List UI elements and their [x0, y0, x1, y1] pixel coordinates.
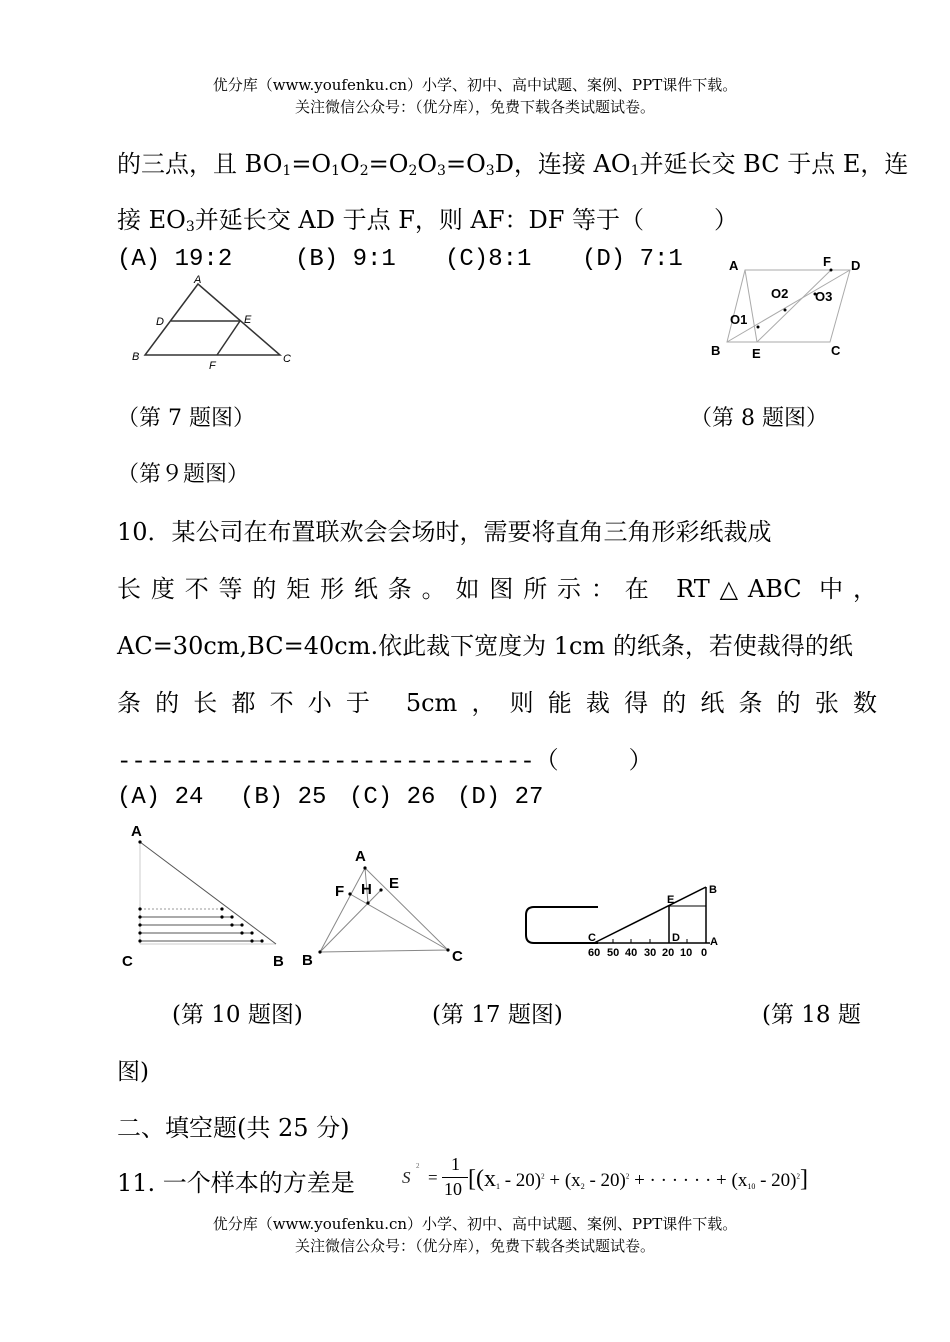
footer-line-2: 关注微信公众号：（优分库），免费下载各类试题试卷。 — [294, 1237, 655, 1255]
fig8-diagonal-bd — [727, 270, 850, 342]
fig8-label-d: D — [851, 258, 861, 273]
fig10-dot — [138, 915, 141, 918]
fig8-label-o2: O2 — [771, 286, 789, 301]
q10-option-a: (A) 24 — [117, 784, 204, 811]
q10-line-1: 10．某公司在布置联欢会会场时，需要将直角三角形彩纸裁成 — [117, 518, 772, 546]
fig18-label-c: C — [588, 932, 596, 944]
fig10-dot — [230, 915, 233, 918]
figure-17 — [298, 840, 478, 970]
fig18-tick-label: 50 — [607, 947, 620, 959]
fig17-caption: (第 17 题图) — [432, 1002, 563, 1028]
fig10-caption: (第 10 题图) — [172, 1002, 303, 1028]
fig18-label-b: B — [709, 884, 717, 896]
q9-option-c: (C)8:1 — [445, 246, 532, 273]
fig17-altitude-be — [320, 890, 381, 952]
q10-line-2: 长度不等的矩形纸条。如图所示：在 RT△ABC 中， — [117, 575, 877, 603]
fig8-label-e: E — [752, 346, 761, 361]
fig8-label-f: F — [823, 254, 831, 269]
formula-s: S — [402, 1168, 411, 1187]
header-line-1: 优分库（www.youfenku.cn）小学、初中、高中试题、案例、PPT课件下载。 — [212, 76, 738, 94]
fig17-point-h — [366, 901, 369, 904]
fig18-hypotenuse — [594, 887, 706, 943]
figure-8 — [705, 252, 875, 367]
fig8-segment-ef — [757, 270, 831, 342]
fig8-segment-ae — [745, 270, 757, 342]
fig18-caption-part1: (第 18 题 — [762, 1002, 861, 1028]
fig18-tick-label: 30 — [644, 947, 657, 959]
footer-line-1: 优分库（www.youfenku.cn）小学、初中、高中试题、案例、PPT课件下载。 — [212, 1215, 738, 1233]
fig17-label-f: F — [335, 883, 345, 900]
q10-option-c: (C) 26 — [349, 784, 436, 811]
formula-square: 2 — [416, 1162, 420, 1170]
formula-numerator: 1 — [451, 1154, 460, 1174]
fig9-caption: （第９题图） — [117, 462, 250, 487]
fig10-dot — [138, 931, 141, 934]
fig18-tick-label: 10 — [680, 947, 693, 959]
fig10-dot — [138, 923, 141, 926]
fig18-tick-label: 0 — [701, 947, 708, 959]
section-2-title: 二、填空题(共 25 分) — [117, 1114, 350, 1142]
fig8-label-a: A — [729, 258, 739, 273]
figure-10 — [118, 820, 298, 970]
fig18-label-a: A — [710, 936, 718, 948]
fig8-point-o1 — [757, 326, 760, 329]
formula-fraction-bar — [442, 1177, 468, 1178]
fig10-dot — [240, 931, 243, 934]
fig8-label-o3: O3 — [815, 289, 833, 304]
fig17-label-b: B — [302, 952, 313, 969]
fig7-label-c: C — [283, 353, 291, 365]
fig10-dot — [220, 915, 223, 918]
figure-7 — [125, 270, 305, 375]
fig17-altitude-cf — [350, 894, 448, 950]
fig10-dot — [138, 939, 141, 942]
figure-18 — [520, 875, 730, 965]
fig10-label-b: B — [273, 953, 284, 970]
fig10-dot — [138, 907, 141, 910]
fig17-label-a: A — [355, 848, 366, 865]
fig10-dot — [250, 931, 253, 934]
fig18-tick-label: 60 — [588, 947, 601, 959]
q10-option-d: (D) 27 — [457, 784, 544, 811]
fig7-label-f: F — [209, 360, 216, 372]
q10-option-b: (B) 25 — [240, 784, 327, 811]
fig7-label-a: A — [194, 274, 202, 286]
header-line-2: 关注微信公众号：（优分库），免费下载各类试题试卷。 — [294, 98, 655, 116]
fig17-point-b — [318, 950, 321, 953]
fig10-dot — [260, 939, 263, 942]
fig7-label-e: E — [244, 314, 252, 326]
formula-terms: [$(x_1 - 20)^2 + (x_2 - 20)^2$ + · · · · · · + $(x_{10} - 20)^2$] — [468, 1166, 808, 1192]
formula-denominator: 10 — [444, 1179, 462, 1199]
fig10-dot — [220, 907, 223, 910]
fig10-hypotenuse — [140, 842, 276, 944]
fig10-dot — [250, 939, 253, 942]
fig7-triangle-abc — [145, 284, 280, 355]
fig17-point-a — [363, 866, 366, 869]
q9-line-1: 的三点，且 $BO_1=O_1O_2=O_2O_3=O_3D$，连接 $AO_1$并延长交 BC 于点 E，连 — [117, 150, 909, 179]
fig8-label-c: C — [831, 343, 841, 358]
q11-text: 11. 一个样本的方差是 — [117, 1169, 355, 1197]
fig10-label-c: C — [122, 953, 133, 970]
fig17-label-e: E — [389, 875, 400, 892]
q11-variance-formula — [402, 1154, 832, 1202]
fig18-caption-part2: 图) — [117, 1059, 149, 1085]
q10-line-3: AC=30cm,BC=40cm.依此裁下宽度为 1cm 的纸条，若使裁得的纸 — [117, 632, 853, 660]
fig7-label-b: B — [132, 351, 140, 363]
fig18-label-d: D — [672, 932, 680, 944]
fig8-label-o1: O1 — [730, 312, 748, 327]
fig8-caption: （第 8 题图） — [690, 406, 828, 431]
q9-option-a: (A) 19:2 — [117, 246, 233, 273]
fig18-tick-label: 40 — [625, 947, 638, 959]
fig7-label-d: D — [156, 316, 164, 328]
fig17-label-h: H — [361, 881, 372, 898]
fig10-dot — [240, 923, 243, 926]
fig18-tick-label: 20 — [662, 947, 675, 959]
q9-line-2: 接 $EO_3$并延长交 AD 于点 F，则 AF：DF 等于（ ） — [117, 206, 738, 235]
q10-line-4: 条的长都不小于 5cm，则能裁得的纸条的张数 — [117, 689, 877, 717]
fig7-caption: （第 7 题图） — [117, 406, 255, 431]
fig7-segment-ef — [217, 321, 240, 355]
fig8-point-o2 — [784, 309, 787, 312]
fig8-label-b: B — [711, 343, 721, 358]
fig10-dot — [230, 923, 233, 926]
q9-option-b: (B) 9:1 — [295, 246, 396, 273]
fig17-point-f — [348, 892, 351, 895]
q9-option-d: (D) 7:1 — [582, 246, 683, 273]
fig17-label-c: C — [452, 948, 463, 965]
formula-equals: = — [428, 1168, 438, 1187]
fig10-label-a: A — [131, 823, 142, 840]
fig17-point-c — [446, 948, 449, 951]
fig18-label-e: E — [667, 894, 675, 906]
fig10-point-a — [138, 840, 141, 843]
q10-line-5: -----------------------------（ ） — [117, 746, 653, 776]
fig17-point-e — [379, 888, 382, 891]
